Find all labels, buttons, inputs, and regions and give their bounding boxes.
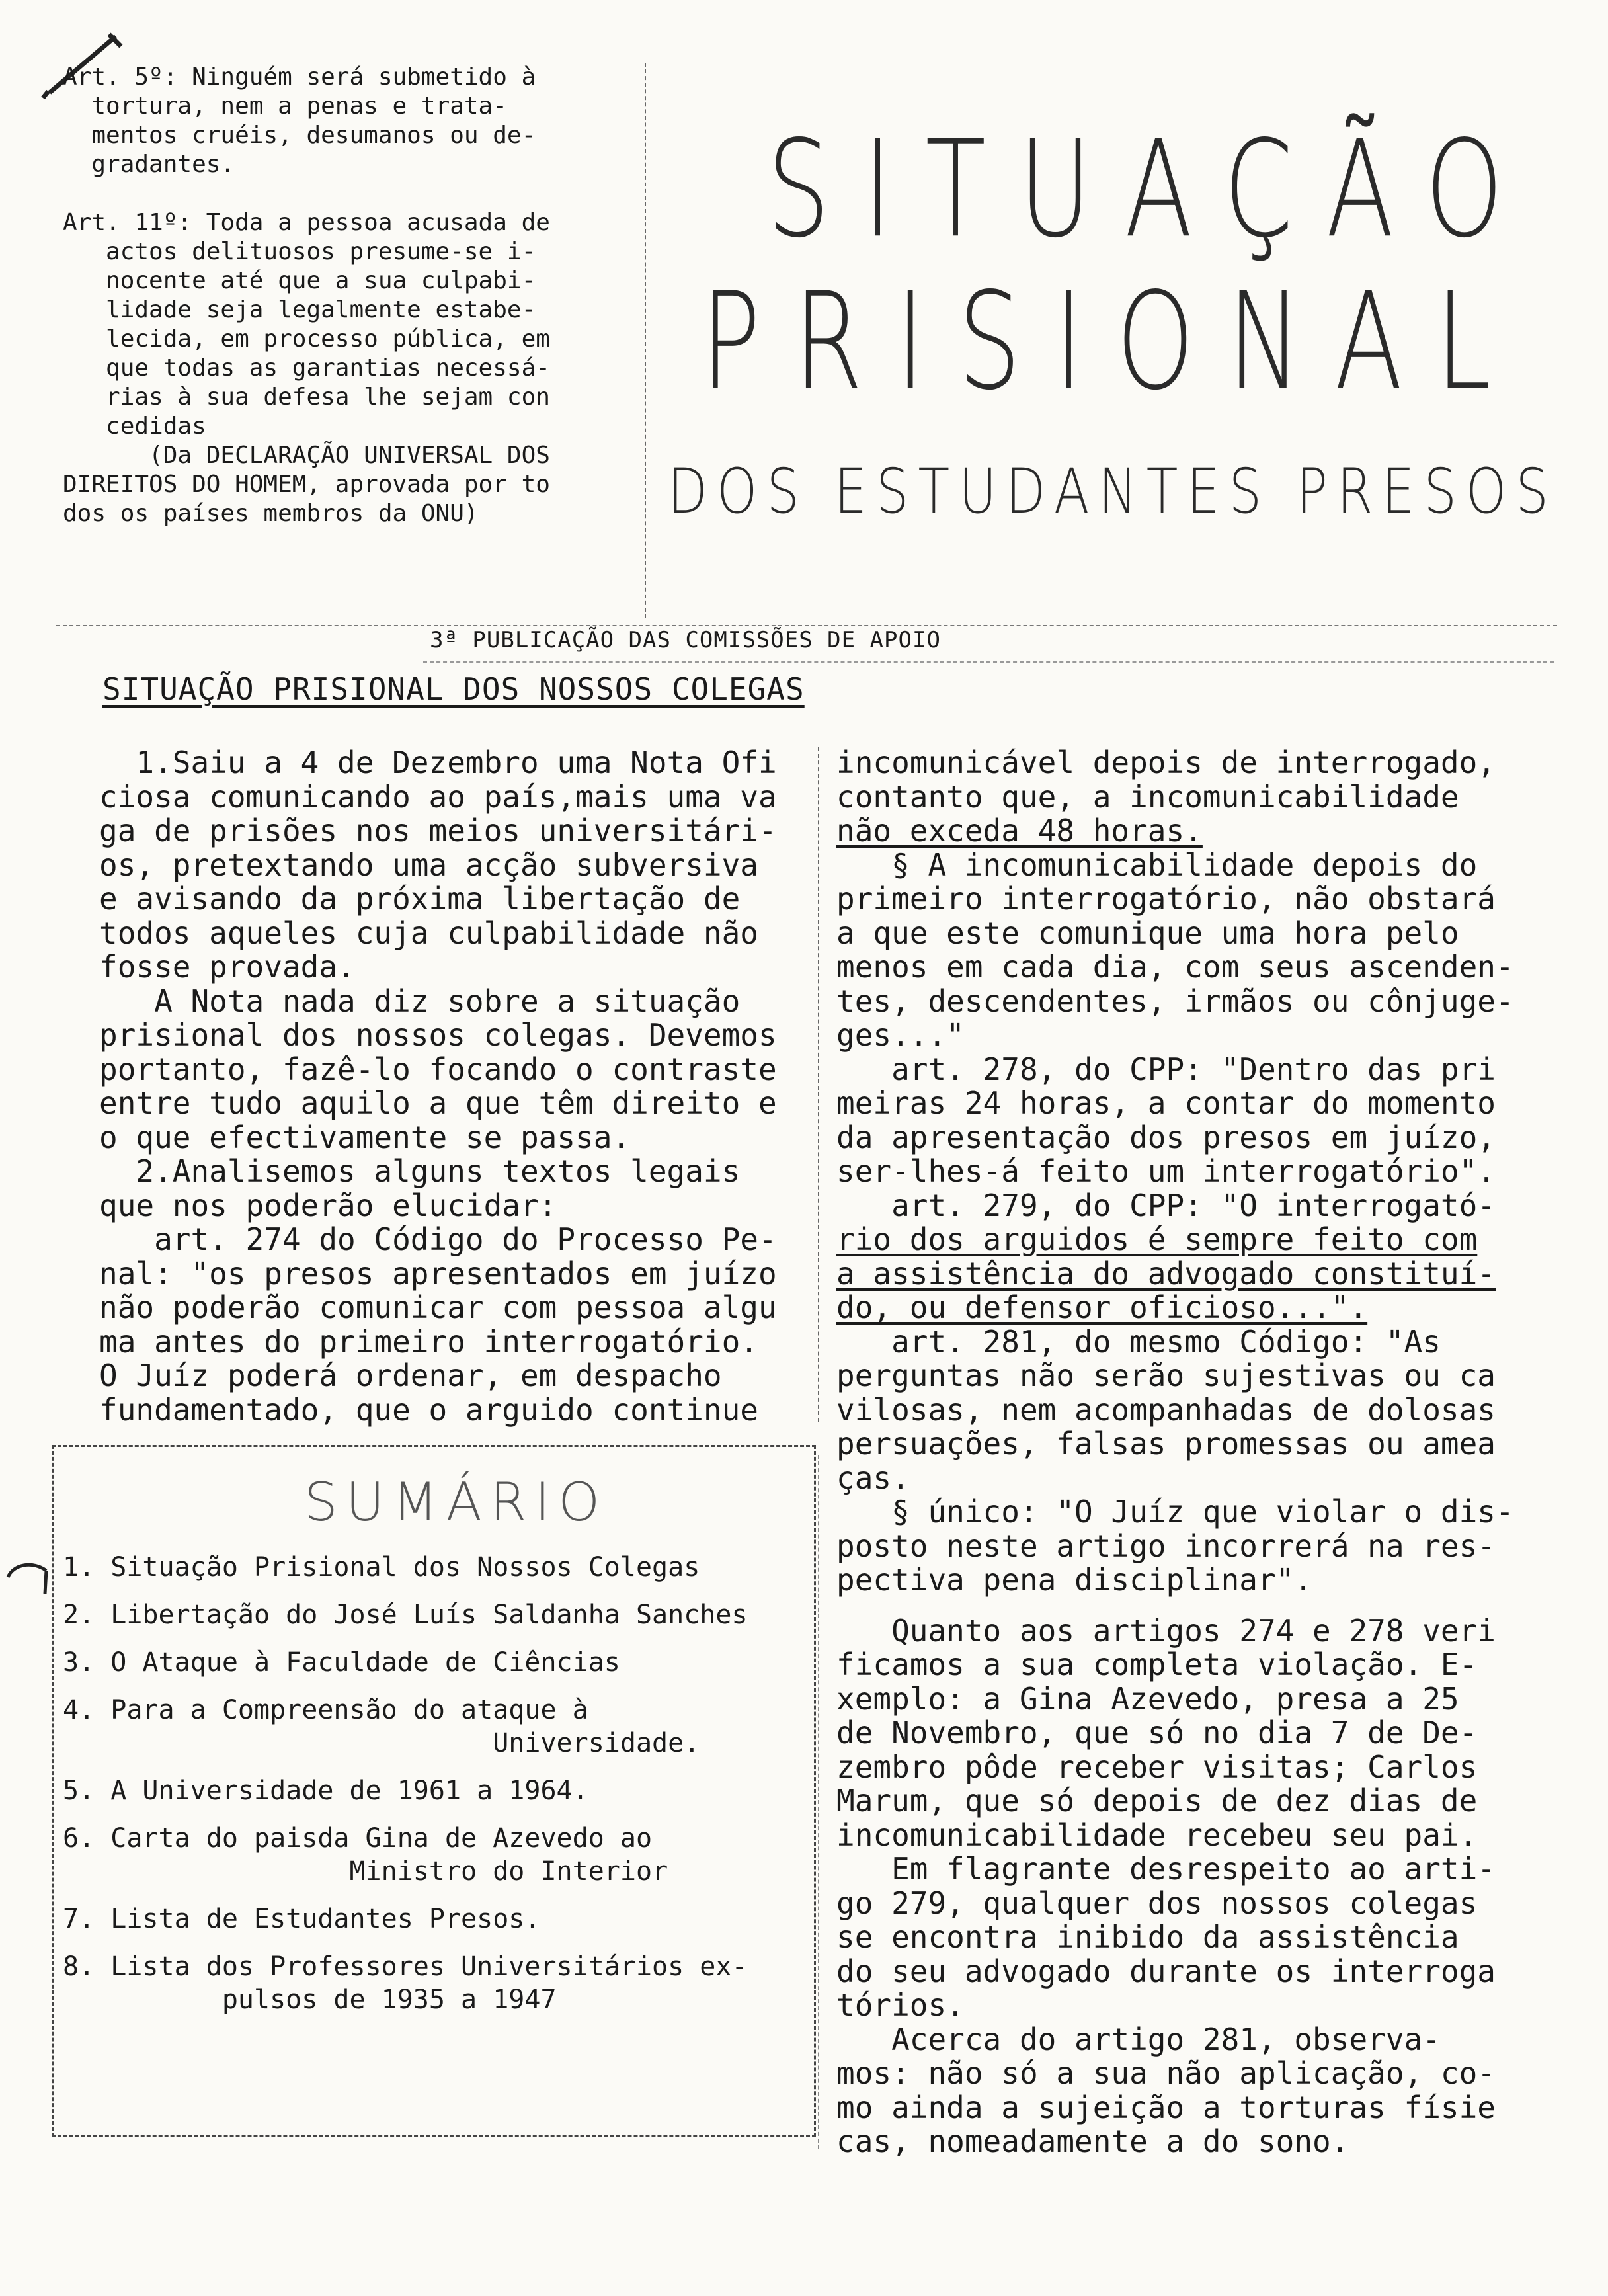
art11-line: lidade seja legalmente estabe- (63, 296, 536, 323)
underlined-text: a assistência do advogado constituí- (836, 1255, 1496, 1292)
source-line: (Da DECLARAÇÃO UNIVERSAL DOS (63, 442, 550, 469)
right-line: Em flagrante desrespeito ao arti- (836, 1851, 1496, 1887)
right-line: ças. (836, 1459, 910, 1496)
right-line: a que este comunique uma hora pelo (836, 915, 1459, 951)
art11-line: cedidas (63, 413, 206, 440)
summary-item: 1. Situação Prisional dos Nossos Colegas (63, 1552, 700, 1582)
right-line: Quanto aos artigos 274 e 278 veri (836, 1612, 1496, 1649)
publication-line: 3ª PUBLICAÇÃO DAS COMISSÕES DE APOIO (430, 627, 941, 653)
right-line: ges..." (836, 1017, 965, 1053)
right-line-underlined (836, 1223, 1514, 1257)
summary-item: 4. Para a Compreensão do ataque à (63, 1695, 588, 1725)
right-line: mo ainda a sujeição a torturas físie (836, 2089, 1496, 2125)
right-line: ser-lhes-á feito um interrogatório". (836, 1153, 1496, 1189)
right-line-underlined (836, 1291, 1514, 1325)
right-line: posto neste artigo incorrerá na res- (836, 1528, 1496, 1564)
summary-item: 2. Libertação do José Luís Saldanha Sanches (63, 1600, 748, 1630)
right-line: § único: "O Juíz que violar o dis- (836, 1494, 1514, 1530)
right-line: persuações, falsas promessas ou amea (836, 1426, 1496, 1461)
left-line: ma antes do primeiro interrogatório. (99, 1323, 758, 1360)
article-5 (63, 63, 645, 179)
summary-item: pulsos de 1935 a 1947 (63, 1985, 557, 2015)
right-line: vilosas, nem acompanhadas de dolosas (836, 1391, 1496, 1428)
right-line: zembro pôde receber visitas; Carlos (836, 1748, 1478, 1785)
right-line: menos em cada dia, com seus ascenden- (836, 949, 1514, 985)
left-line: ga de prisões nos meios universitári- (99, 813, 777, 848)
title-subtitle: DOS ESTUDANTES PRESOS (668, 456, 1558, 528)
art11-line: Art. 11º: Toda a pessoa acusada de (63, 209, 550, 236)
right-line: de Novembro, que só no dia 7 de De- (836, 1715, 1478, 1750)
summary-item: 3. O Ataque à Faculdade de Ciências (63, 1647, 620, 1678)
left-line: fosse provada. (99, 949, 356, 985)
left-line: todos aqueles cuja culpabilidade não (99, 915, 758, 951)
right-line: incomunicável depois de interrogado, (836, 745, 1496, 780)
right-line-underlined (836, 814, 1514, 848)
left-line: e avisando da próxima libertação de (99, 881, 741, 917)
left-line: não poderão comunicar com pessoa algu (99, 1290, 777, 1325)
right-line-underlined (836, 1257, 1514, 1292)
left-line: prisional dos nossos colegas. Devemos (99, 1017, 777, 1053)
left-line: 1.Saiu a 4 de Dezembro uma Nota Ofi (99, 745, 777, 780)
right-line: ficamos a sua completa violação. E- (836, 1647, 1478, 1682)
right-line: go 279, qualquer dos nossos colegas (836, 1885, 1478, 1921)
art11-line: lecida, em processo pública, em (63, 325, 550, 352)
art11-line: nocente até que a sua culpabi- (63, 267, 536, 294)
art11-line: actos delituosos presume-se i- (63, 238, 536, 265)
right-line: contanto que, a incomunicabilidade (836, 778, 1459, 815)
right-line: se encontra inibido da assistência (836, 1919, 1459, 1955)
art11-line: que todas as garantias necessá- (63, 354, 550, 382)
article-11 (63, 208, 645, 441)
left-line: 2.Analisemos alguns textos legais (99, 1153, 741, 1189)
underlined-text: rio dos arguidos é sempre feito com (836, 1221, 1478, 1257)
source-line: DIREITOS DO HOMEM, aprovada por to (63, 471, 550, 498)
right-line: primeiro interrogatório, não obstará (836, 881, 1496, 917)
left-line: fundamentado, que o arguido continue (99, 1391, 758, 1428)
column-divider (818, 1455, 819, 2149)
right-line: xemplo: a Gina Azevedo, presa a 25 (836, 1680, 1459, 1717)
right-line: tes, descendentes, irmãos ou cônjuge- (836, 983, 1514, 1019)
right-line: Marum, que só depois de dez dias de (836, 1783, 1478, 1819)
declaration-articles-box (63, 63, 646, 618)
left-line: ciosa comunicando ao país,mais uma va (99, 778, 777, 815)
right-line: art. 279, do CPP: "O interrogató- (836, 1187, 1496, 1223)
declaration-source (63, 441, 645, 528)
left-line: A Nota nada diz sobre a situação (99, 983, 741, 1019)
art5-line: tortura, nem a penas e trata- (63, 93, 507, 120)
source-line: dos os países membros da ONU) (63, 500, 479, 527)
left-line: portanto, fazê-lo focando o contraste (99, 1051, 777, 1087)
art5-line: mentos cruéis, desumanos ou de- (63, 122, 536, 149)
summary-item: 8. Lista dos Professores Universitários ex- (63, 1951, 748, 1982)
right-line: Acerca do artigo 281, observa- (836, 2021, 1441, 2057)
art5-line: Art. 5º: Ninguém será submetido à (63, 63, 536, 91)
right-column (836, 746, 1514, 2159)
right-line: perguntas não serão sujestivas ou ca (836, 1358, 1496, 1393)
left-line: que nos poderão elucidar: (99, 1187, 557, 1223)
right-line: mos: não só a sua não aplicação, co- (836, 2055, 1496, 2091)
right-line: art. 278, do CPP: "Dentro das pri (836, 1051, 1496, 1087)
left-line: os, pretextando uma acção subversiva (99, 846, 758, 883)
left-line: O Juíz poderá ordenar, em despacho (99, 1358, 722, 1393)
title-situacao: SITUAÇÃO (767, 112, 1537, 268)
left-line: nal: "os presos apresentados em juízo (99, 1255, 777, 1292)
pen-curl-icon (0, 1557, 53, 1604)
summary-item: 5. A Universidade de 1961 a 1964. (63, 1776, 588, 1806)
summary-list (63, 1551, 748, 2016)
summary-item: Universidade. (63, 1728, 700, 1758)
left-column (99, 746, 777, 1427)
right-line: incomunicabilidade recebeu seu pai. (836, 1817, 1478, 1853)
art11-line: rias à sua defesa lhe sejam con (63, 384, 550, 411)
right-line: art. 281, do mesmo Código: "As (836, 1323, 1441, 1360)
art5-line: gradantes. (63, 151, 235, 178)
right-line (836, 1598, 1514, 1614)
left-line: art. 274 do Código do Processo Pe- (99, 1221, 777, 1257)
summary-item: Ministro do Interior (63, 1856, 668, 1887)
underlined-text: não exceda 48 horas. (836, 813, 1203, 848)
divider (56, 625, 1557, 626)
summary-item: 7. Lista de Estudantes Presos. (63, 1904, 541, 1934)
left-line: entre tudo aquilo a que têm direito e (99, 1085, 777, 1121)
right-line: pectiva pena disciplinar". (836, 1562, 1313, 1598)
divider (423, 661, 1554, 663)
underlined-text: do, ou defensor oficioso...". (836, 1290, 1368, 1325)
left-line: o que efectivamente se passa. (99, 1119, 631, 1155)
right-line: meiras 24 horas, a contar do momento (836, 1085, 1496, 1121)
right-line: tórios. (836, 1987, 965, 2023)
column-divider (818, 747, 819, 1422)
section-title: SITUAÇÃO PRISIONAL DOS NOSSOS COLEGAS (102, 671, 805, 707)
title-prisional: PRISIONAL (701, 265, 1524, 420)
summary-item: 6. Carta do paisda Gina de Azevedo ao (63, 1823, 653, 1854)
summary-title: SUMÁRIO (304, 1471, 608, 1533)
right-line: da apresentação dos presos em juízo, (836, 1119, 1496, 1155)
right-line: § A incomunicabilidade depois do (836, 846, 1478, 883)
right-line: cas, nomeadamente a do sono. (836, 2123, 1349, 2159)
right-line: do seu advogado durante os interroga (836, 1953, 1496, 1989)
